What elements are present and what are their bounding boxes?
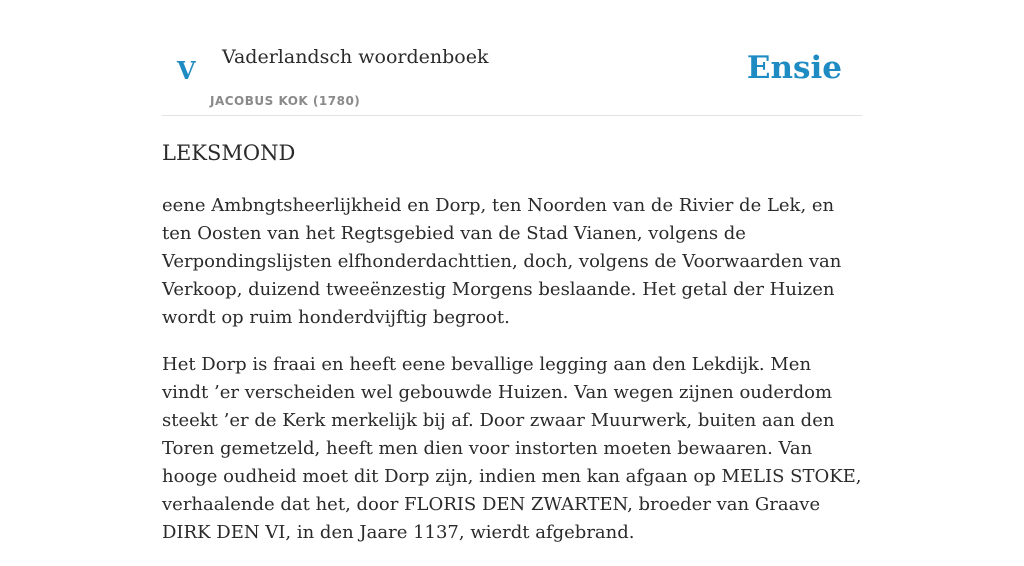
entry-paragraph-2: Het Dorp is fraai en heeft eene bevallige legging aan den Lekdijk. Men vindt ’er verscheiden wel gebouwde Huizen. Van wegen zijnen ouderdom steekt ’er de Kerk merkelijk bij af. Door zwaar Muurwerk, buiten aan den Toren gemetzeld, heeft men dien voor instorten moeten bewaaren. Van hooge oudheid moet dit Dorp zijn, indien men kan afgaan op MELIS STOKE, verhaalende dat het, door FLORIS DEN ZWARTEN, broeder van Graave DIRK DEN VI, in den Jaare 1137, wierdt afgebrand. [162,354,862,543]
book-title-link[interactable]: Vaderlandsch woordenboek [222,46,489,68]
entry-body [162,192,862,566]
ensie-logo-link[interactable]: Ensie [746,50,842,86]
entry-paragraph-1: eene Ambngtsheerlijkheid en Dorp, ten Noorden van de Rivier de Lek, en ten Oosten van het Regtsgebied van de Stad Vianen, volgens de Verpondingslijsten elfhonderdachttien, doch, volgens de Voorwaarden van Verkoop, duizend tweeënzestig Morgens beslaande. Het getal der Huizen wordt op ruim honderdvijftig begroot. [162,195,842,328]
page-header [162,30,862,116]
index-letter-link[interactable]: V [177,56,196,85]
author-label: JACOBUS KOK (1780) [210,94,361,108]
entry-headword: LEKSMOND [162,141,296,165]
